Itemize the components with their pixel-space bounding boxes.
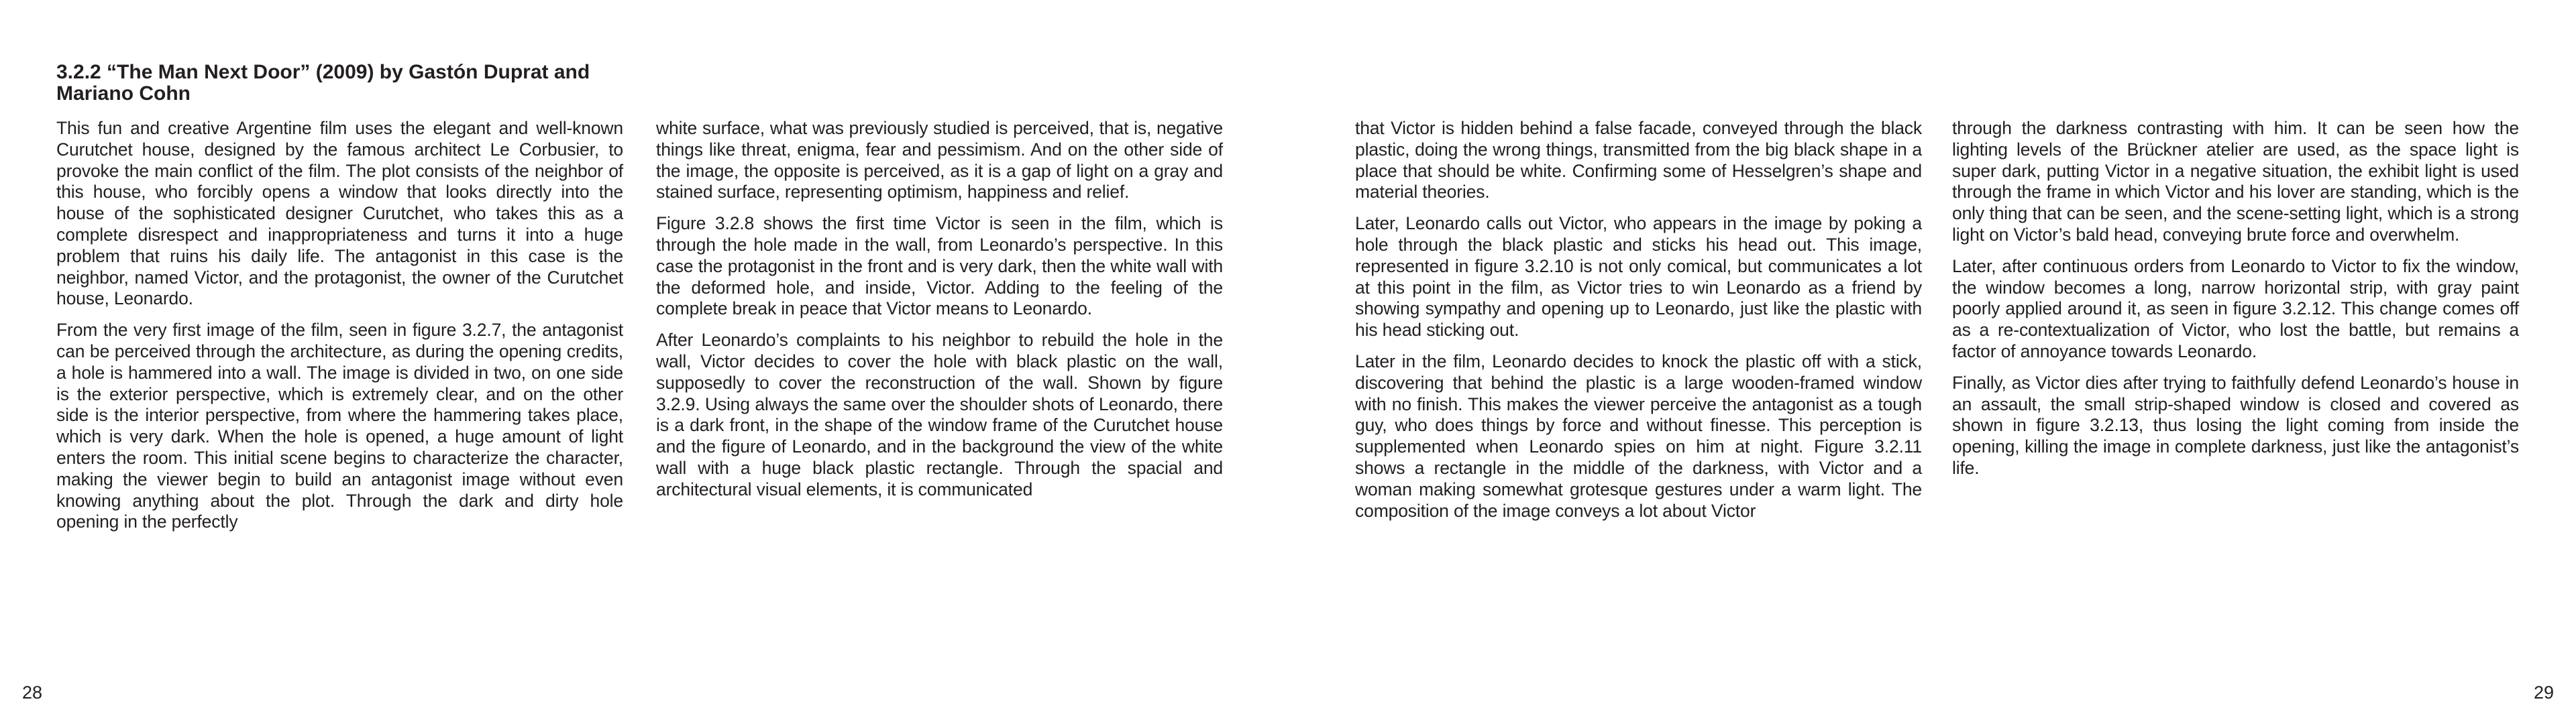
text-column-3 bbox=[1355, 118, 1922, 532]
paragraph: through the darkness contrasting with him. It can be seen how the lighting levels of the Brückner atelier are used, as the space light is super dark, putting Victor in a negative situation, the exhibit light is used through the frame in which Victor and his lover are standing, which is the only thing that can be seen, and the scene-setting light, which is a strong light on Victor’s bald head, conveying brute force and overwhelm. bbox=[1952, 118, 2519, 245]
paragraph: Figure 3.2.8 shows the first time Victor is seen in the film, which is through the hole made in the wall, from Leonardo’s perspective. In this case the protagonist in the front and is very dark, then the white wall with the deformed hole, and inside, Victor. Adding to the feeling of the complete break in peace that Victor means to Leonardo. bbox=[656, 213, 1223, 319]
section-heading: 3.2.2 “The Man Next Door” (2009) by Gastón Duprat and Mariano Cohn bbox=[56, 61, 590, 105]
page-number-left: 28 bbox=[22, 682, 43, 703]
text-column-1 bbox=[56, 118, 623, 543]
paragraph: Finally, as Victor dies after trying to faithfully defend Leonardo’s house in an assault, the small strip-shaped window is closed and covered as shown in figure 3.2.13, thus losing the light coming from inside the opening, killing the image in complete darkness, just like the antagonist’s life. bbox=[1952, 372, 2519, 478]
paragraph: This fun and creative Argentine film uses the elegant and well-known Curutchet house, designed by the famous architect Le Corbusier, to provoke the main conflict of the film. The plot consists of the neighbor of this house, who forcibly opens a window that looks directly into the house of the sophisticated designer Curutchet, who takes this as a complete disrespect and inappropriateness and turns it into a huge problem that ruins his daily life. The antagonist in this case is the neighbor, named Victor, and the protagonist, the owner of the Curutchet house, Leonardo. bbox=[56, 118, 623, 309]
paragraph: that Victor is hidden behind a false facade, conveyed through the black plastic, doing the wrong things, transmitted from the big black shape in a place that should be white. Confirming some of Hesselgren’s shape and material theories. bbox=[1355, 118, 1922, 202]
paragraph: After Leonardo’s complaints to his neighbor to rebuild the hole in the wall, Victor decides to cover the hole with black plastic on the wall, supposedly to cover the reconstruction of the wall. Shown by figure 3.2.9. Using always the same over the shoulder shots of Leonardo, there is a dark front, in the shape of the window frame of the Curutchet house and the figure of Leonardo, and in the background the view of the white wall with a huge black plastic rectangle. Through the spacial and architectural visual elements, it is communicated bbox=[656, 330, 1223, 499]
paragraph: white surface, what was previously studied is perceived, that is, negative things like threat, enigma, fear and pessimism. And on the other side of the image, the opposite is perceived, as it is a gap of light on a gray and stained surface, representing optimism, happiness and relief. bbox=[656, 118, 1223, 202]
text-column-2 bbox=[656, 118, 1223, 511]
paragraph: Later, Leonardo calls out Victor, who appears in the image by poking a hole through the black plastic and sticks his head out. This image, represented in figure 3.2.10 is not only comical, but communicates a lot at this point in the film, as Victor tries to win Leonardo as a friend by showing sympathy and opening up to Leonardo, just like the plastic with his head sticking out. bbox=[1355, 213, 1922, 341]
paragraph: From the very first image of the film, seen in figure 3.2.7, the antagonist can be perceived through the architecture, as during the opening credits, a hole is hammered into a wall. The image is divided in two, on one side is the exterior perspective, which is extremely clear, and on the other side is the interior perspective, from where the hammering takes place, which is very dark. When the hole is opened, a huge amount of light enters the room. This initial scene begins to characterize the character, making the viewer begin to build an antagonist image without even knowing anything about the plot. Through the dark and dirty hole opening in the perfectly bbox=[56, 320, 623, 532]
right-page bbox=[1288, 0, 2576, 724]
paragraph: Later, after continuous orders from Leonardo to Victor to fix the window, the window becomes a long, narrow horizontal strip, with gray paint poorly applied around it, as seen in figure 3.2.12. This change comes off as a re-contextualization of Victor, who lost the battle, but remains a factor of annoyance towards Leonardo. bbox=[1952, 255, 2519, 361]
text-column-4 bbox=[1952, 118, 2519, 489]
paragraph: Later in the film, Leonardo decides to knock the plastic off with a stick, discovering that behind the plastic is a large wooden-framed window with no finish. This makes the viewer perceive the antagonist as a tough guy, who does things by force and without finesse. This perception is supplemented when Leonardo spies on him at night. Figure 3.2.11 shows a rectangle in the middle of the darkness, with Victor and a woman making somewhat grotesque gestures under a warm light. The composition of the image conveys a lot about Victor bbox=[1355, 351, 1922, 521]
page-number-right: 29 bbox=[2533, 682, 2554, 703]
